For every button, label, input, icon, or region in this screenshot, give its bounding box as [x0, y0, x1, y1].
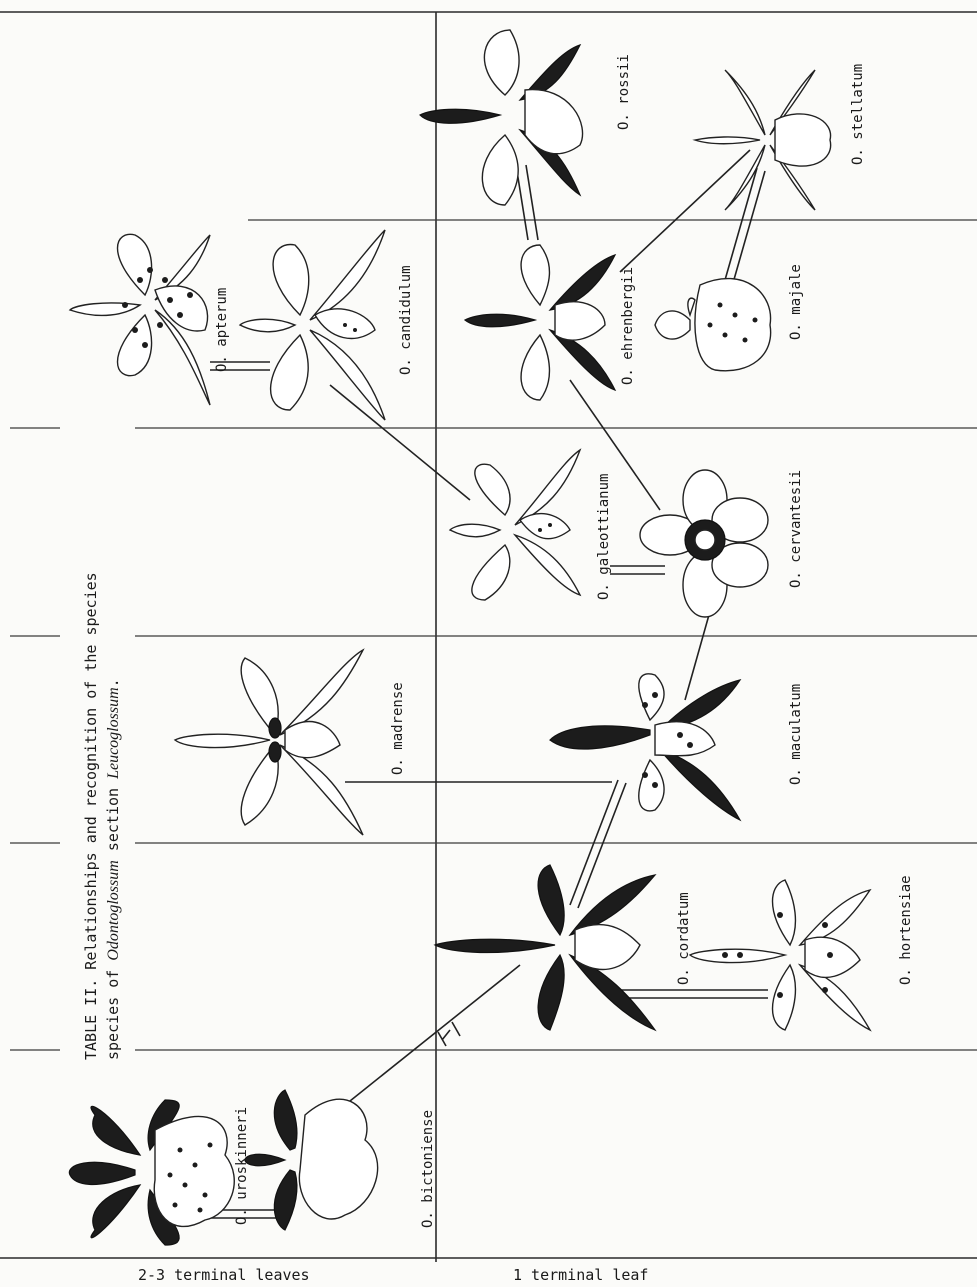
- footer-label-left: 2-3 terminal leaves: [138, 1266, 310, 1284]
- label-apterum: O. apterum: [214, 287, 230, 372]
- table-frame: [0, 12, 977, 1262]
- link-bictoniense-cordatum: [345, 965, 520, 1105]
- footer-label-right: 1 terminal leaf: [513, 1266, 649, 1284]
- flower-galeottianum: [450, 450, 580, 600]
- label-stellatum: O. stellatum: [850, 63, 866, 165]
- flower-hortensiae: [690, 880, 870, 1030]
- label-madrense: O. madrense: [390, 682, 406, 775]
- flower-apterum: [70, 234, 210, 405]
- link-cervantesii-ehrenbergii: [570, 380, 660, 510]
- caption-line-1: TABLE II. Relationships and recognition of the species: [82, 572, 100, 1060]
- flower-ehrenbergii: [465, 245, 615, 400]
- link-majale-stellatum-a: [725, 168, 757, 280]
- label-cordatum: O. cordatum: [676, 892, 692, 985]
- flower-candidulum: [240, 230, 385, 420]
- caption-line-2: species of Odontoglossum section Leucoglossum.: [104, 678, 122, 1060]
- flower-cervantesii: [640, 470, 768, 617]
- link-ehrenbergii-rossii-b: [526, 165, 538, 240]
- flower-maculatum: [550, 674, 740, 820]
- species-labels: [214, 54, 914, 1228]
- flower-rossii: [420, 30, 583, 205]
- table-caption: [82, 572, 122, 1060]
- label-majale: O. majale: [788, 264, 804, 340]
- link-majale-stellatum-b: [733, 171, 765, 283]
- label-rossii: O. rossii: [616, 54, 632, 130]
- link-ehrenbergii-stellatum: [620, 150, 750, 272]
- label-hortensiae: O. hortensiae: [898, 875, 914, 985]
- flower-uroskinneri: [69, 1100, 234, 1245]
- label-ehrenbergii: O. ehrenbergii: [620, 266, 636, 385]
- label-galeottianum: O. galeottianum: [596, 473, 612, 600]
- link-tick-a: [438, 1032, 446, 1046]
- label-uroskinneri: O. uroskinneri: [234, 1106, 250, 1225]
- flower-stellatum: [695, 70, 831, 210]
- label-bictoniense: O. bictoniense: [420, 1109, 436, 1228]
- flower-majale: [655, 279, 771, 371]
- label-cervantesii: O. cervantesii: [788, 469, 804, 588]
- flower-bictoniense: [245, 1090, 378, 1230]
- label-maculatum: O. maculatum: [788, 683, 804, 785]
- link-tick-1: [442, 1030, 450, 1040]
- flower-cordatum: [435, 865, 655, 1030]
- relationship-links: [198, 150, 768, 1218]
- flower-madrense: [175, 650, 363, 835]
- link-candidulum-galeottianum: [330, 385, 470, 500]
- link-tick-b: [452, 1022, 460, 1036]
- label-candidulum: O. candidulum: [398, 265, 414, 375]
